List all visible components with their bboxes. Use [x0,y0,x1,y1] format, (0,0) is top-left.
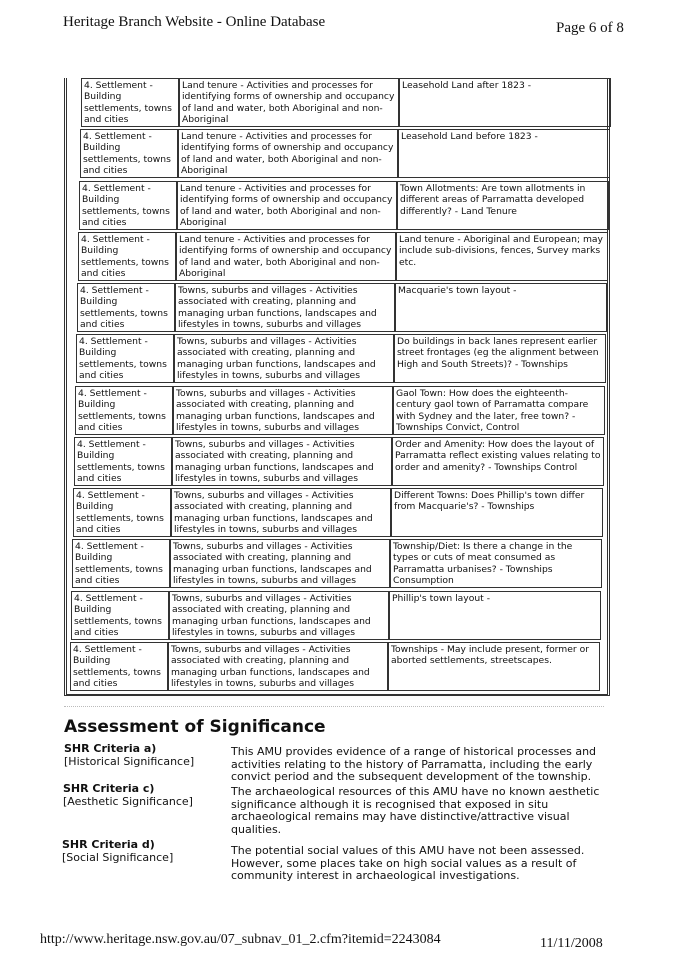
section-divider [64,706,604,707]
topic-cell: Land tenure - Activities and processes for identifying forms of ownership and occupancy of land and water, both Aboriginal and non-Aboriginal [179,78,399,127]
theme-cell: 4. Settlement - Building settlements, towns and cities [72,539,170,588]
table-row [67,437,607,487]
table-row [67,642,607,692]
topic-cell: Land tenure - Activities and processes for identifying forms of ownership and occupancy of land and water, both Aboriginal and non-Aboriginal [178,129,398,178]
theme-cell: 4. Settlement - Building settlements, towns and cities [75,386,173,435]
note-cell: Do buildings in back lanes represent earlier street frontages (eg the alignment between High and South Streets)? - Townships [394,334,606,383]
table-row [67,283,607,333]
section-title: Assessment of Significance [64,717,326,737]
theme-cell: 4. Settlement - Building settlements, towns and cities [70,642,168,691]
criteria-text: The archaeological resources of this AMU have no known aesthetic significance although it is recognised that exposed in situ archaeological remains may have distinctive/attractive visual qualities. [231,785,600,836]
table-row [67,78,607,128]
topic-cell: Towns, suburbs and villages - Activities associated with creating, planning and managing urban functions, landscapes and lifestyles in towns, suburbs and villages [169,591,389,640]
topic-cell: Towns, suburbs and villages - Activities associated with creating, planning and managing urban functions, landscapes and lifestyles in towns, suburbs and villages [168,642,388,691]
table-row [67,129,607,179]
page-number: Page 6 of 8 [556,20,624,36]
note-cell: Order and Amenity: How does the layout of Parramatta reflect existing values relating to order and amenity? - Townships Control [392,437,604,486]
theme-cell: 4. Settlement - Building settlements, towns and cities [77,283,175,332]
criteria-label [64,742,194,768]
theme-cell: 4. Settlement - Building settlements, towns and cities [78,232,176,281]
note-cell: Macquarie's town layout - [395,283,607,332]
note-cell: Gaol Town: How does the eighteenth-century gaol town of Parramatta compare with Sydney and the later, free town? - Townships Convict, Control [393,386,605,435]
themes-table [64,78,610,696]
table-row [67,232,607,282]
theme-cell: 4. Settlement - Building settlements, towns and cities [79,181,177,230]
note-cell: Town Allotments: Are town allotments in different areas of Parramatta developed differently? - Land Tenure [397,181,609,230]
table-row [67,386,607,436]
criteria-heading: SHR Criteria d) [62,838,155,851]
topic-cell: Towns, suburbs and villages - Activities associated with creating, planning and managing urban functions, landscapes and lifestyles in towns, suburbs and villages [171,488,391,537]
topic-cell: Towns, suburbs and villages - Activities associated with creating, planning and managing urban functions, landscapes and lifestyles in towns, suburbs and villages [174,334,394,383]
note-cell: Land tenure - Aboriginal and European; may include sub-divisions, fences, Survey marks etc. [396,232,608,281]
note-cell: Leasehold Land after 1823 - [399,78,611,127]
note-cell: Leasehold Land before 1823 - [398,129,610,178]
note-cell: Townships - May include present, former or aborted settlements, streetscapes. [388,642,600,691]
theme-cell: 4. Settlement - Building settlements, towns and cities [80,129,178,178]
footer-date: 11/11/2008 [540,936,603,951]
theme-cell: 4. Settlement - Building settlements, towns and cities [71,591,169,640]
criteria-subheading: [Social Significance] [62,851,174,864]
table-row [67,334,607,384]
criteria-heading: SHR Criteria c) [63,782,155,795]
table-row [67,488,607,538]
note-cell: Township/Diet: Is there a change in the types or cuts of meat consumed as Parramatta urbanises? - Townships Consumption [390,539,602,588]
criteria-text: This AMU provides evidence of a range of historical processes and activities relating to the history of Parramatta, including the early convict period and the subsequent development of the township. [231,745,597,783]
criteria-heading: SHR Criteria a) [64,742,157,755]
criteria-label [63,782,193,808]
criteria-subheading: [Historical Significance] [64,755,195,768]
table-row [67,539,607,589]
topic-cell: Towns, suburbs and villages - Activities associated with creating, planning and managing urban functions, landscapes and lifestyles in towns, suburbs and villages [172,437,392,486]
table-row [67,591,607,641]
header-title: Heritage Branch Website - Online Database [63,14,326,30]
theme-cell: 4. Settlement - Building settlements, towns and cities [81,78,179,127]
theme-cell: 4. Settlement - Building settlements, towns and cities [76,334,174,383]
criteria-text: The potential social values of this AMU have not been assessed. However, some places take on high social values as a result of community interest in archaeological investigations. [231,844,585,882]
topic-cell: Land tenure - Activities and processes for identifying forms of ownership and occupancy of land and water, both Aboriginal and non-Aboriginal [177,181,397,230]
theme-cell: 4. Settlement - Building settlements, towns and cities [73,488,171,537]
note-cell: Phillip's town layout - [389,591,601,640]
criteria-subheading: [Aesthetic Significance] [63,795,193,808]
topic-cell: Land tenure - Activities and processes for identifying forms of ownership and occupancy of land and water, both Aboriginal and non-Aboriginal [176,232,396,281]
topic-cell: Towns, suburbs and villages - Activities associated with creating, planning and managing urban functions, landscapes and lifestyles in towns, suburbs and villages [170,539,390,588]
topic-cell: Towns, suburbs and villages - Activities associated with creating, planning and managing urban functions, landscapes and lifestyles in towns, suburbs and villages [173,386,393,435]
theme-cell: 4. Settlement - Building settlements, towns and cities [74,437,172,486]
topic-cell: Towns, suburbs and villages - Activities associated with creating, planning and managing urban functions, landscapes and lifestyles in towns, suburbs and villages [175,283,395,332]
footer-url: http://www.heritage.nsw.gov.au/07_subnav_01_2.cfm?itemid=2243084 [40,932,441,947]
note-cell: Different Towns: Does Phillip's town differ from Macquarie's? - Townships [391,488,603,537]
table-row [67,181,607,231]
criteria-label [62,838,173,864]
